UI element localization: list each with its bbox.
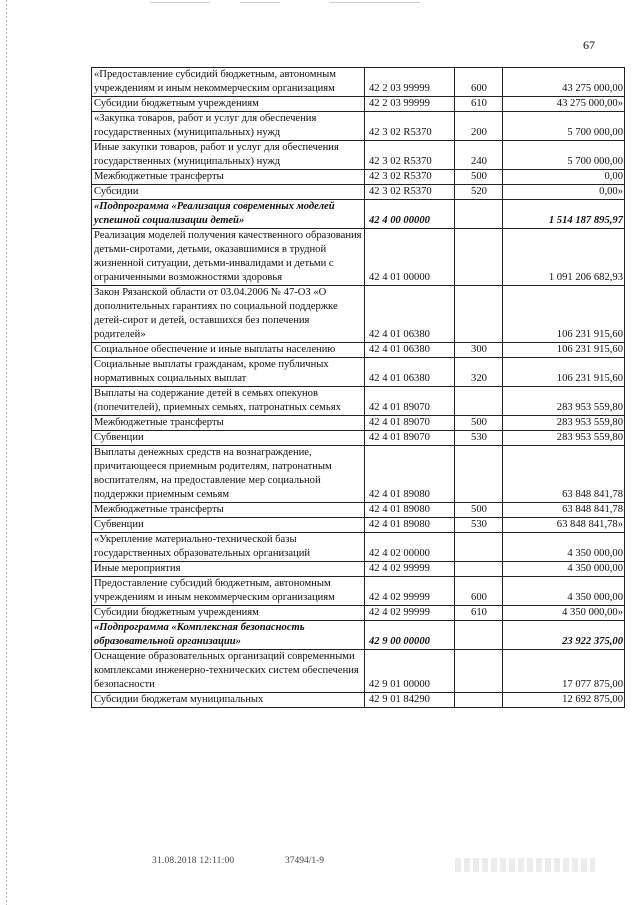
row-code-cell: 42 3 02 R5370 [365, 112, 455, 141]
row-code-cell: 42 4 01 89080 [365, 446, 455, 503]
row-vr-cell [455, 200, 503, 229]
table-row [92, 562, 625, 577]
table-row [92, 170, 625, 185]
row-amount-cell: 4 350 000,00» [503, 606, 625, 621]
table-row [92, 200, 625, 229]
row-vr-cell: 500 [455, 170, 503, 185]
row-name-cell: Выплаты на содержание детей в семьях опекунов (попечителей), приемных семьях, патронатных семьях [92, 387, 365, 416]
row-name-cell: Субвенции [92, 518, 365, 533]
table-row [92, 141, 625, 170]
row-vr-cell: 300 [455, 343, 503, 358]
row-name-cell: Реализация моделей получения качественного образования детьми-сиротами, детьми, оказавшимися в трудной жизненной ситуации, детьми-инвалидами и детьми с ограниченными возможностями здоровья [92, 229, 365, 286]
row-name-cell: «Укрепление материально-технической базы государственных образовательных организаций [92, 533, 365, 562]
page-number: 67 [583, 38, 595, 52]
footer-timestamp: 31.08.2018 12:11:00 [152, 856, 235, 866]
row-name-cell: Субсидии бюджетам муниципальных [92, 693, 365, 708]
table-row [92, 693, 625, 708]
table-row [92, 229, 625, 286]
row-amount-cell: 4 350 000,00 [503, 533, 625, 562]
row-vr-cell: 600 [455, 577, 503, 606]
row-vr-cell [455, 286, 503, 343]
row-vr-cell: 320 [455, 358, 503, 387]
table-row [92, 606, 625, 621]
row-code-cell: 42 3 02 R5370 [365, 185, 455, 200]
row-name-cell: Выплаты денежных средств на вознаграждение, причитающееся приемным родителям, патронатным воспитателям, на предоставление мер социальной поддержки приемным семьям [92, 446, 365, 503]
row-name-cell: Оснащение образовательных организаций современными комплексами инженерно-технических систем обеспечения безопасности [92, 650, 365, 693]
row-vr-cell [455, 693, 503, 708]
row-name-cell: «Закупка товаров, работ и услуг для обеспечения государственных (муниципальных) нужд [92, 112, 365, 141]
table-row [92, 358, 625, 387]
row-vr-cell [455, 446, 503, 503]
row-name-cell: Субсидии [92, 185, 365, 200]
row-code-cell: 42 4 02 99999 [365, 562, 455, 577]
row-amount-cell: 283 953 559,80 [503, 431, 625, 446]
table-row [92, 112, 625, 141]
row-vr-cell: 240 [455, 141, 503, 170]
row-code-cell: 42 4 00 00000 [365, 200, 455, 229]
row-name-cell: «Предоставление субсидий бюджетным, автономным учреждениям и иным некоммерческим организациям [92, 68, 365, 97]
scan-artifact [240, 2, 280, 3]
table-row [92, 68, 625, 97]
row-amount-cell: 106 231 915,60 [503, 343, 625, 358]
row-amount-cell: 1 091 206 682,93 [503, 229, 625, 286]
row-amount-cell: 63 848 841,78 [503, 503, 625, 518]
row-amount-cell: 0,00 [503, 170, 625, 185]
row-amount-cell: 43 275 000,00» [503, 97, 625, 112]
budget-table [91, 67, 625, 708]
table-row [92, 431, 625, 446]
table-row [92, 97, 625, 112]
row-vr-cell: 610 [455, 606, 503, 621]
row-code-cell: 42 4 01 00000 [365, 229, 455, 286]
row-name-cell: Закон Рязанской области от 03.04.2006 № 47-ОЗ «О дополнительных гарантиях по социальной поддержке детей-сирот и детей, оставшихся без попечения родителей» [92, 286, 365, 343]
row-code-cell: 42 4 01 89070 [365, 387, 455, 416]
row-amount-cell: 106 231 915,60 [503, 358, 625, 387]
row-name-cell: Межбюджетные трансферты [92, 503, 365, 518]
row-name-cell: Предоставление субсидий бюджетным, автономным учреждениям и иным некоммерческим организациям [92, 577, 365, 606]
row-amount-cell: 1 514 187 895,97 [503, 200, 625, 229]
row-code-cell: 42 4 01 06380 [365, 286, 455, 343]
row-name-cell: Иные закупки товаров, работ и услуг для обеспечения государственных (муниципальных) нужд [92, 141, 365, 170]
row-code-cell: 42 2 03 99999 [365, 68, 455, 97]
row-vr-cell [455, 621, 503, 650]
row-amount-cell: 12 692 875,00 [503, 693, 625, 708]
row-name-cell: Межбюджетные трансферты [92, 170, 365, 185]
row-name-cell: «Подпрограмма «Реализация современных моделей успешной социализации детей» [92, 200, 365, 229]
row-code-cell: 42 9 01 84290 [365, 693, 455, 708]
table-row [92, 621, 625, 650]
table-row [92, 650, 625, 693]
row-amount-cell: 23 922 375,00 [503, 621, 625, 650]
row-name-cell: Субсидии бюджетным учреждениям [92, 97, 365, 112]
table-row [92, 286, 625, 343]
row-amount-cell: 0,00» [503, 185, 625, 200]
row-vr-cell [455, 229, 503, 286]
row-amount-cell: 43 275 000,00 [503, 68, 625, 97]
row-amount-cell: 63 848 841,78» [503, 518, 625, 533]
row-amount-cell: 5 700 000,00 [503, 141, 625, 170]
row-amount-cell: 283 953 559,80 [503, 387, 625, 416]
row-name-cell: Субвенции [92, 431, 365, 446]
budget-table-body [92, 68, 625, 708]
row-code-cell: 42 4 01 89080 [365, 518, 455, 533]
row-code-cell: 42 4 02 99999 [365, 606, 455, 621]
scan-artifact [150, 2, 210, 3]
row-code-cell: 42 4 02 99999 [365, 577, 455, 606]
row-vr-cell: 500 [455, 416, 503, 431]
row-vr-cell [455, 650, 503, 693]
row-name-cell: Межбюджетные трансферты [92, 416, 365, 431]
row-code-cell: 42 4 01 89080 [365, 503, 455, 518]
table-row [92, 518, 625, 533]
row-vr-cell [455, 387, 503, 416]
faded-stamp [455, 858, 595, 872]
row-amount-cell: 17 077 875,00 [503, 650, 625, 693]
row-amount-cell: 106 231 915,60 [503, 286, 625, 343]
row-vr-cell: 500 [455, 503, 503, 518]
row-name-cell: Социальные выплаты гражданам, кроме публичных нормативных социальных выплат [92, 358, 365, 387]
row-vr-cell: 530 [455, 518, 503, 533]
table-row [92, 185, 625, 200]
table-row [92, 387, 625, 416]
row-vr-cell: 530 [455, 431, 503, 446]
row-code-cell: 42 3 02 R5370 [365, 170, 455, 185]
table-row [92, 446, 625, 503]
table-row [92, 343, 625, 358]
row-vr-cell: 600 [455, 68, 503, 97]
row-amount-cell: 4 350 000,00 [503, 577, 625, 606]
table-row [92, 503, 625, 518]
row-vr-cell: 610 [455, 97, 503, 112]
row-amount-cell: 5 700 000,00 [503, 112, 625, 141]
row-code-cell: 42 9 00 00000 [365, 621, 455, 650]
footer-document-code: 37494/1-9 [285, 856, 325, 866]
row-vr-cell [455, 562, 503, 577]
scan-artifact [330, 2, 420, 3]
row-code-cell: 42 4 01 89070 [365, 416, 455, 431]
row-amount-cell: 4 350 000,00 [503, 562, 625, 577]
row-code-cell: 42 4 01 06380 [365, 343, 455, 358]
row-code-cell: 42 4 01 06380 [365, 358, 455, 387]
table-row [92, 533, 625, 562]
row-code-cell: 42 3 02 R5370 [365, 141, 455, 170]
row-code-cell: 42 4 02 00000 [365, 533, 455, 562]
row-code-cell: 42 2 03 99999 [365, 97, 455, 112]
row-name-cell: Социальное обеспечение и иные выплаты населению [92, 343, 365, 358]
row-amount-cell: 63 848 841,78 [503, 446, 625, 503]
row-vr-cell: 520 [455, 185, 503, 200]
row-vr-cell [455, 533, 503, 562]
row-name-cell: Иные мероприятия [92, 562, 365, 577]
row-name-cell: Субсидии бюджетным учреждениям [92, 606, 365, 621]
row-code-cell: 42 9 01 00000 [365, 650, 455, 693]
row-vr-cell: 200 [455, 112, 503, 141]
row-amount-cell: 283 953 559,80 [503, 416, 625, 431]
table-row [92, 416, 625, 431]
row-name-cell: «Подпрограмма «Комплексная безопасность образовательной организации» [92, 621, 365, 650]
table-row [92, 577, 625, 606]
scan-margin-line [6, 0, 7, 905]
row-code-cell: 42 4 01 89070 [365, 431, 455, 446]
